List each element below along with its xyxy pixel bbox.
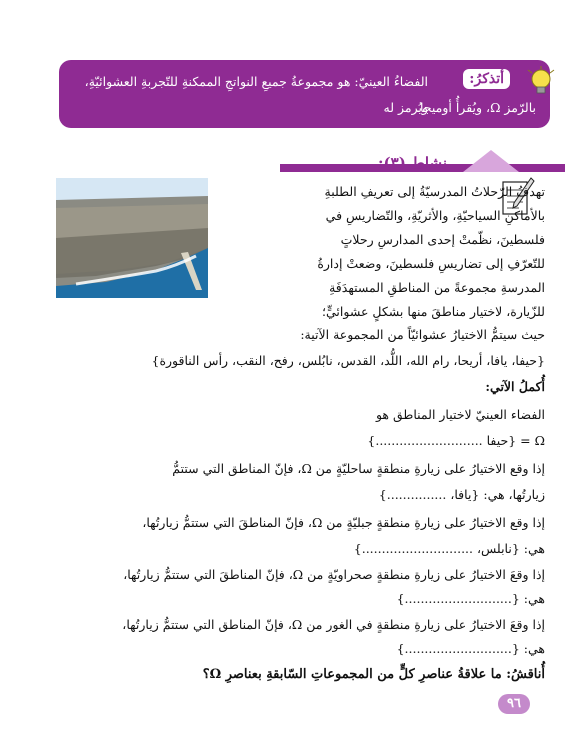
- valley-line-1: إذا وقعَ الاختيارُ على زيارةِ منطقةٍ في الغور من Ω، فإنّ المناطق التي ستتمُّ زيارتُها،: [122, 617, 545, 632]
- desert-line-1: إذا وقعَ الاختيارُ على زيارةِ منطقةٍ صحراويّةٍ من Ω، فإنّ المناطقَ التي ستتمُّ زيارتُها،: [123, 567, 545, 582]
- photo-illustration: [56, 178, 208, 298]
- random-selection-line: حيث سيتمُّ الاختيارُ عشوائيّاً من المجموعة الآتية:: [300, 327, 545, 342]
- coastal-city-photo: [56, 178, 208, 298]
- activity-header-triangle: [463, 150, 519, 172]
- activity-title: نشاط (٣):: [378, 154, 448, 172]
- omega-set-line: Ω = {حيفا ...........................}: [367, 433, 545, 448]
- mountain-line-2: هي: {نابلس، ............................}: [353, 541, 545, 556]
- complete-label: أُكملُ الآتي:: [485, 379, 545, 394]
- desert-line-2: هي: {...........................}: [396, 591, 545, 606]
- intro-line-6: للزّيارة، لاختيار مناطقَ منها بشكلٍ عشوائيٍّ؛: [322, 304, 545, 319]
- reminder-banner: [59, 60, 550, 128]
- intro-line-1: تهدفُ الرّحلاتُ المدرسيّةُ إلى تعريفِ الطلبةِ: [324, 184, 545, 199]
- page-number-badge: ٩٦: [498, 694, 530, 714]
- reminder-line-2: بالرّمز Ω، ويُقرأُ أوميجا.: [416, 100, 536, 115]
- sample-space-label: الفضاء العينيّ لاختيار المناطق هو: [375, 407, 545, 422]
- lightbulb-icon: [526, 66, 556, 98]
- intro-line-3: فلسطينَ، نظّمتْ إحدى المدارسِ رحلاتٍ: [340, 232, 545, 247]
- intro-line-5: المدرسةِ مجموعةً من المناطقِ المستهدَفَةِ: [329, 280, 545, 295]
- intro-line-2: بالأماكنِ السياحيّةِ، والأثريّةِ، والتّضاريسِ في: [325, 208, 545, 223]
- intro-line-4: للتّعرّفِ إلى تضاريسِ فلسطينَ، وضعتْ إدارةُ: [317, 256, 545, 271]
- discussion-question: أُناقشُ: ما علاقةُ عناصرِ كلٍّ من المجموعاتِ السّابقةِ بعناصرِ Ω؟: [202, 667, 545, 682]
- coastal-line-1: إذا وقع الاختيارُ على زيارةِ منطقةٍ ساحليّةٍ من Ω، فإنّ المناطق التي ستتمُّ: [172, 461, 545, 476]
- reminder-line-1: الفضاءُ العينيّ: هو مجموعةُ جميعِ النواتجِ الممكنةِ للتّجربةِ العشوائيّةِ، ويُرمز له: [84, 74, 428, 115]
- reminder-label: أتذكرُ:: [463, 69, 510, 89]
- regions-set: {حيفا، يافا، أريحا، رام الله، اللُّد، القدس، نابُلس، رفح، النقب، رأس الناقورة}: [151, 353, 545, 368]
- valley-line-2: هي: {...........................}: [396, 641, 545, 656]
- mountain-line-1: إذا وقع الاختيارُ على زيارةِ منطقةٍ جبليّةٍ من Ω، فإنّ المناطقَ التي ستتمُّ زيارتُها،: [142, 515, 545, 530]
- coastal-line-2: زيارتُها، هي: {يافا، ...............}: [378, 487, 545, 502]
